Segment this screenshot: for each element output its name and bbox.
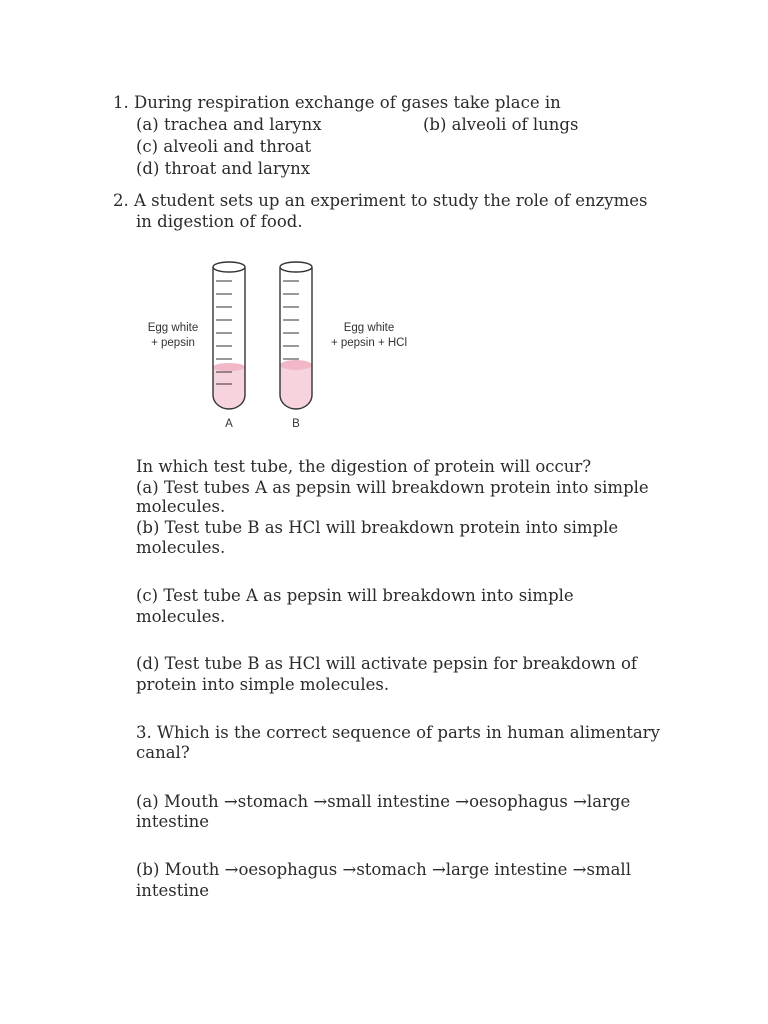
q2-option-d-line1: (d) Test tube B as HCl will activate pepsin for breakdown of — [136, 654, 638, 673]
q1-option-b: (b) alveoli of lungs — [423, 115, 579, 134]
q3-stem-line2: canal? — [136, 743, 190, 762]
q1-stem: 1. During respiration exchange of gases take place in — [113, 93, 561, 112]
tube-b-label-line1: Egg white — [343, 322, 395, 334]
tube-b-label-line2: + pepsin + HCl — [330, 337, 408, 349]
q1-option-d: (d) throat and larynx — [136, 159, 310, 178]
q2-option-c-line1: (c) Test tube A as pepsin will breakdown into simple — [136, 586, 574, 605]
q3-option-a-line2: intestine — [136, 812, 210, 831]
q2-stem-line2: in digestion of food. — [136, 212, 303, 231]
q3-option-b-line1: (b) Mouth →oesophagus →stomach →large intestine →small — [136, 860, 631, 879]
q3-option-b-line2: intestine — [136, 881, 210, 900]
q2-option-a-line1: (a) Test tubes A as pepsin will breakdown protein into simple — [136, 478, 649, 497]
tube-b-name: B — [292, 418, 300, 430]
q1-option-a: (a) trachea and larynx — [136, 115, 322, 134]
test-tube-a — [213, 262, 245, 409]
q2-option-a-line2: molecules. — [136, 497, 226, 516]
q3-stem-line1: 3. Which is the correct sequence of parts in human alimentary — [136, 723, 660, 742]
q3-option-a-line1: (a) Mouth →stomach →small intestine →oesophagus →large — [136, 792, 631, 811]
q2-option-d-line2: protein into simple molecules. — [136, 675, 390, 694]
q2-option-b-line1: (b) Test tube B as HCl will breakdown protein into simple — [136, 518, 619, 537]
q2-option-c-line2: molecules. — [136, 607, 226, 626]
test-tube-b — [280, 262, 312, 409]
tube-a-label-line2: + pepsin — [151, 337, 195, 349]
tube-a-name: A — [225, 418, 233, 430]
q2-stem-line1: 2. A student sets up an experiment to study the role of enzymes — [113, 191, 648, 210]
q1-option-c: (c) alveoli and throat — [136, 137, 312, 156]
q2-option-b-line2: molecules. — [136, 538, 226, 557]
test-tube-diagram — [140, 255, 420, 440]
q2-question: In which test tube, the digestion of protein will occur? — [136, 457, 592, 476]
tube-a-label-line1: Egg white — [147, 322, 199, 334]
